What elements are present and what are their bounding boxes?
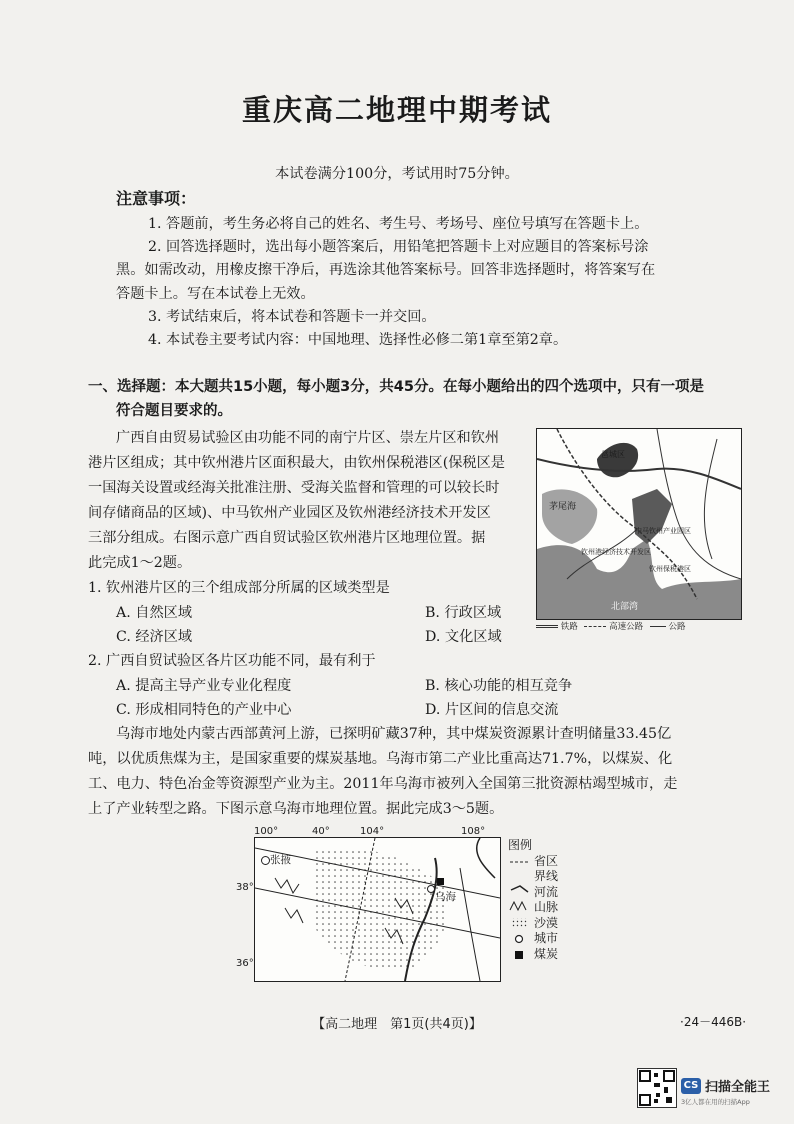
map1-label-gulf: 北部湾	[611, 602, 639, 612]
qinzhou-map-graphic	[537, 429, 741, 619]
map2-lon-100: 100°	[254, 826, 279, 837]
q1-stem: 1. 钦州港片区的三个组成部分所属的区域类型是	[88, 580, 390, 596]
map1-label-park: 中马钦州产业园区	[635, 527, 691, 535]
map1-legend	[536, 620, 742, 634]
legend-item-river: 河流	[534, 884, 559, 899]
notice-line-5: 3. 考试结束后，将本试卷和答题卡一并交回。	[148, 309, 436, 325]
legend-item-mountain: 山脉	[534, 900, 559, 914]
passage1-line-2: 港片区组成；其中钦州港片区面积最大，由钦州保税港区(保税区是	[88, 455, 505, 471]
highway-symbol	[584, 626, 606, 627]
passage2-line-4: 上了产业转型之路。下图示意乌海市地理位置。据此完成3～5题。	[88, 801, 504, 817]
camscanner-logo: CS	[681, 1078, 701, 1094]
passage2-line-3: 工、电力、特色冶金等资源型产业为主。2011年乌海市被列入全国第三批资源枯竭型城市，走	[88, 776, 678, 792]
passage2-line-1: 乌海市地处内蒙古西部黄河上游，已探明矿藏37种，其中煤炭资源累计查明储量33.45亿	[116, 726, 672, 742]
q1-option-d: D. 文化区域	[425, 629, 502, 645]
city-wuhai-label: 乌海	[435, 891, 456, 903]
legend-railway: 铁路	[560, 622, 578, 632]
qr-code-icon	[637, 1068, 677, 1108]
coal-marker	[437, 878, 444, 885]
passage1-line-1: 广西自由贸易试验区由功能不同的南宁片区、崇左片区和钦州	[116, 430, 500, 446]
section-heading-cont: 符合题目要求的。	[116, 403, 232, 419]
exam-info: 本试卷满分100分，考试用时75分钟。	[275, 166, 519, 182]
q1-option-c: C. 经济区域	[116, 629, 193, 645]
legend-item-province: 省区	[534, 853, 559, 868]
legend-item-city: 城市	[534, 931, 559, 945]
passage1-line-4: 间存储商品的区域)、中马钦州产业园区及钦州港经济技术开发区	[88, 505, 491, 521]
q2-option-a: A. 提高主导产业专业化程度	[116, 678, 292, 694]
notice-line-2: 2. 回答选择题时，选出每小题答案后，用铅笔把答题卡上对应题目的答案标号涂	[148, 239, 649, 255]
map2-lat-38: 38°	[236, 882, 254, 893]
legend-item-desert: 沙漠	[534, 915, 559, 930]
map2-lon-108: 108°	[461, 826, 486, 837]
map2-lon-40: 40°	[312, 826, 330, 837]
page-code: ·24－446B·	[680, 1015, 747, 1029]
road-symbol	[650, 626, 666, 627]
wuhai-map-graphic	[255, 838, 500, 981]
passage1-line-5: 三部分组成。右图示意广西自贸试验区钦州港片区地理位置。据	[88, 530, 486, 546]
railway-symbol	[536, 625, 558, 628]
map1-label-district: 邕城区	[601, 450, 625, 459]
legend-road: 公路	[668, 622, 686, 632]
legend-item-coal: 煤炭	[534, 946, 559, 961]
passage1-line-3: 一国海关设置或经海关批准注册、受海关监督和管理的可以较长时	[88, 480, 500, 496]
q2-option-c: C. 形成相同特色的产业中心	[116, 702, 292, 718]
page-title: 重庆高二地理中期考试	[241, 93, 552, 127]
map2-lat-36: 36°	[236, 958, 254, 969]
camscanner-tagline: 3亿人都在用的扫描App	[681, 1098, 750, 1106]
notice-line-6: 4. 本试卷主要考试内容：中国地理、选择性必修二第1章至第2章。	[148, 332, 568, 348]
notice-heading: 注意事项：	[116, 189, 197, 208]
q1-option-b: B. 行政区域	[425, 605, 502, 621]
q2-stem: 2. 广西自贸试验区各片区功能不同，最有利于	[88, 653, 376, 669]
map2-lon-104: 104°	[360, 826, 385, 837]
legend-title: 图例	[508, 838, 533, 852]
notice-line-4: 答题卡上。写在本试卷上无效。	[116, 286, 315, 302]
qr-code-pattern	[638, 1069, 676, 1107]
wuhai-map	[254, 837, 501, 982]
notice-line-3: 黑。如需改动，用橡皮擦干净后，再选涂其他答案标号。回答非选择题时，将答案写在	[116, 262, 656, 278]
legend-highway: 高速公路	[609, 622, 644, 632]
map2-legend-symbols	[508, 852, 532, 968]
page-footer: 【高二地理 第1页(共4页)】	[312, 1017, 482, 1032]
city-wuhai-marker	[427, 885, 435, 893]
city-zhangye-marker	[261, 856, 270, 865]
map1-label-devzone: 钦州港经济技术开发区	[581, 548, 651, 556]
map1-label-bay: 茅尾海	[549, 502, 577, 512]
map1-label-bonded: 钦州保税港区	[649, 565, 691, 573]
q1-option-a: A. 自然区域	[116, 605, 193, 621]
camscanner-name: 扫描全能王	[705, 1080, 771, 1095]
passage2-line-2: 吨，以优质焦煤为主，是国家重要的煤炭基地。乌海市第二产业比重高达71.7%，以煤炭、化	[88, 751, 673, 767]
legend-item-boundary: 界线	[534, 869, 559, 883]
passage1-line-6: 此完成1～2题。	[88, 555, 192, 571]
q2-option-b: B. 核心功能的相互竞争	[425, 678, 573, 694]
section-heading: 一、选择题：本大题共15小题，每小题3分，共45分。在每小题给出的四个选项中，只有一项是	[88, 379, 704, 395]
qinzhou-map	[536, 428, 742, 620]
q2-option-d: D. 片区间的信息交流	[425, 702, 559, 718]
city-zhangye-label: 张掖	[270, 854, 291, 866]
notice-line-1: 1. 答题前，考生务必将自己的姓名、考生号、考场号、座位号填写在答题卡上。	[148, 216, 649, 232]
